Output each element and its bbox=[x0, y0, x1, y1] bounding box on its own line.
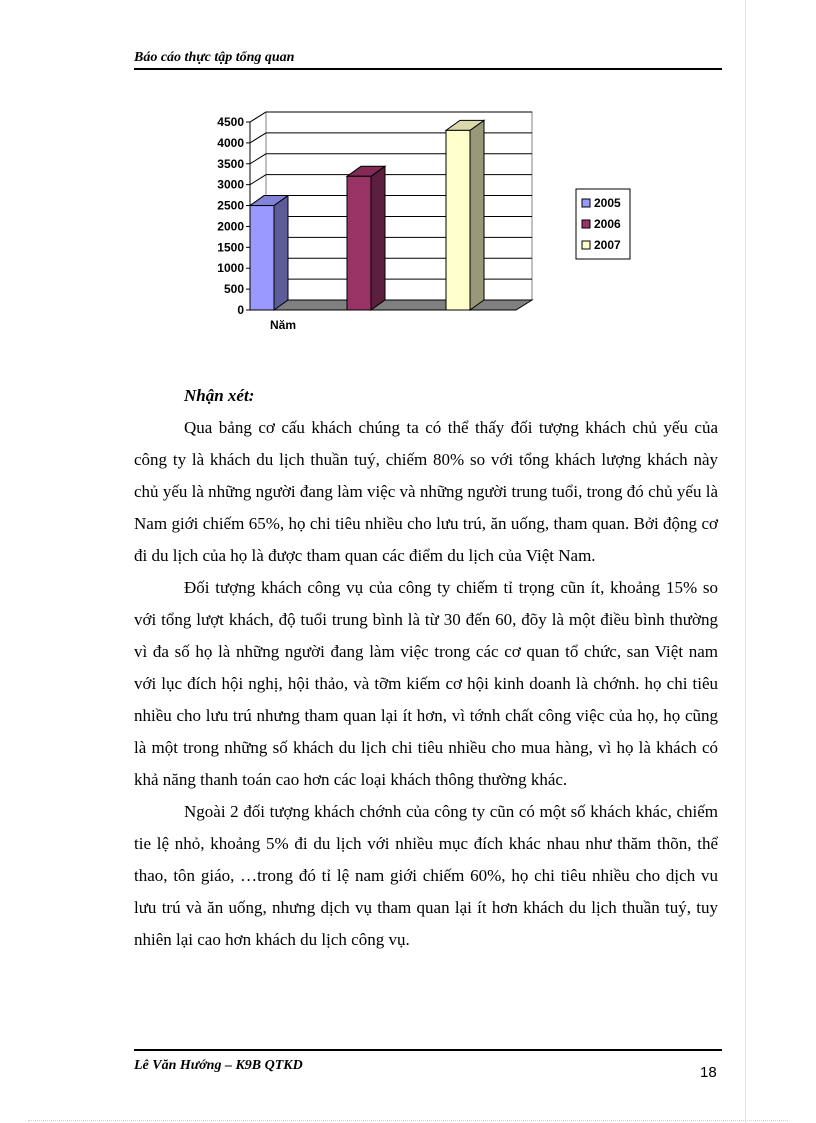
footer-rule bbox=[134, 1049, 722, 1051]
visitor-chart bbox=[200, 110, 640, 340]
page-number: 18 bbox=[700, 1064, 717, 1081]
bar-2005 bbox=[250, 206, 274, 310]
y-tick-label: 2000 bbox=[217, 219, 244, 234]
y-tick-label: 1500 bbox=[217, 240, 244, 255]
paragraph-1: Qua bảng cơ cấu khách chúng ta có thể thấy đối tượng khách chủ yếu của công ty là khách du lịch thuần tuý, chiếm 80% so với tổng khách lượng khách này chủ yếu là những người đang làm việc và những người trung tuổi, trong đó chủ yếu là Nam giới chiếm 65%, họ chi tiêu nhiều cho lưu trú, ăn uống, tham quan. Bởi động cơ đi du lịch của họ là được tham quan các điểm du lịch của Việt Nam. bbox=[134, 418, 718, 565]
y-tick-label: 1000 bbox=[217, 261, 244, 276]
footer-author: Lê Văn Hướng – K9B QTKD bbox=[134, 1058, 303, 1073]
legend-swatch-2007 bbox=[582, 241, 590, 249]
legend-label-2007: 2007 bbox=[594, 238, 621, 252]
paragraph-3: Ngoài 2 đối tượng khách chớnh của công ty cũn có một số khách khác, chiếm tie lệ nhỏ, khoảng 5% đi du lịch với nhiều mục đích khác nhau như thăm thõn, thể thao, tôn giáo, …trong đó tỉ lệ nam giới chiếm 60%, họ chi tiêu nhiều cho dịch vu lưu trú và ăn uống, nhưng dịch vụ tham quan lại ít hơn khách du lịch thuần tuý, tuy nhiên lại cao hơn khách du lịch công vụ. bbox=[134, 802, 718, 949]
chart-svg bbox=[200, 110, 640, 340]
y-tick-label: 0 bbox=[237, 303, 244, 317]
body-content bbox=[134, 380, 718, 956]
y-tick-label: 4500 bbox=[217, 115, 244, 129]
y-tick-label: 500 bbox=[223, 282, 244, 297]
y-tick-label: 2500 bbox=[217, 198, 244, 213]
section-heading: Nhận xét: bbox=[184, 386, 255, 405]
bar-2006 bbox=[347, 176, 371, 310]
bar-2007 bbox=[446, 130, 470, 310]
page-header bbox=[134, 48, 722, 70]
chart-floor bbox=[250, 300, 532, 310]
chart-back-wall bbox=[266, 112, 532, 300]
paragraph-2: Đối tượng khách công vụ của công ty chiếm tỉ trọng cũn ít, khoảng 15% so với tổng lượt khách, độ tuổi trung bình là từ 30 đến 60, đõy là một điều bình thường vì đa số họ là những người đang làm việc trong các cơ quan tổ chức, san Việt nam với lục đích hội nghị, hội thảo, và tỡm kiếm cơ hội kinh doanh là chớnh. họ chi tiêu nhiều cho lưu trú nhưng tham quan lại ít hơn, vì tớnh chất công việc của họ, họ cũng là một trong những số khách du lịch chi tiêu nhiều cho mua hàng, vì họ là khách có khả năng thanh toán cao hơn các loại khách thông thường khác. bbox=[134, 578, 718, 789]
y-tick-label: 3500 bbox=[217, 156, 244, 171]
bar-side-2007 bbox=[470, 120, 484, 310]
bar-side-2005 bbox=[274, 196, 288, 310]
page-margin-line bbox=[745, 0, 746, 1123]
legend-label-2006: 2006 bbox=[594, 217, 621, 231]
y-tick-label: 4000 bbox=[217, 135, 244, 150]
legend-swatch-2006 bbox=[582, 220, 590, 228]
y-tick-label: 3000 bbox=[217, 177, 244, 192]
header-title: Báo cáo thực tập tổng quan bbox=[134, 50, 295, 65]
bar-side-2006 bbox=[371, 166, 385, 310]
legend-label-2005: 2005 bbox=[594, 196, 621, 210]
x-category-label: Năm bbox=[270, 318, 297, 332]
page-bottom-edge bbox=[28, 1120, 788, 1121]
legend-swatch-2005 bbox=[582, 199, 590, 207]
